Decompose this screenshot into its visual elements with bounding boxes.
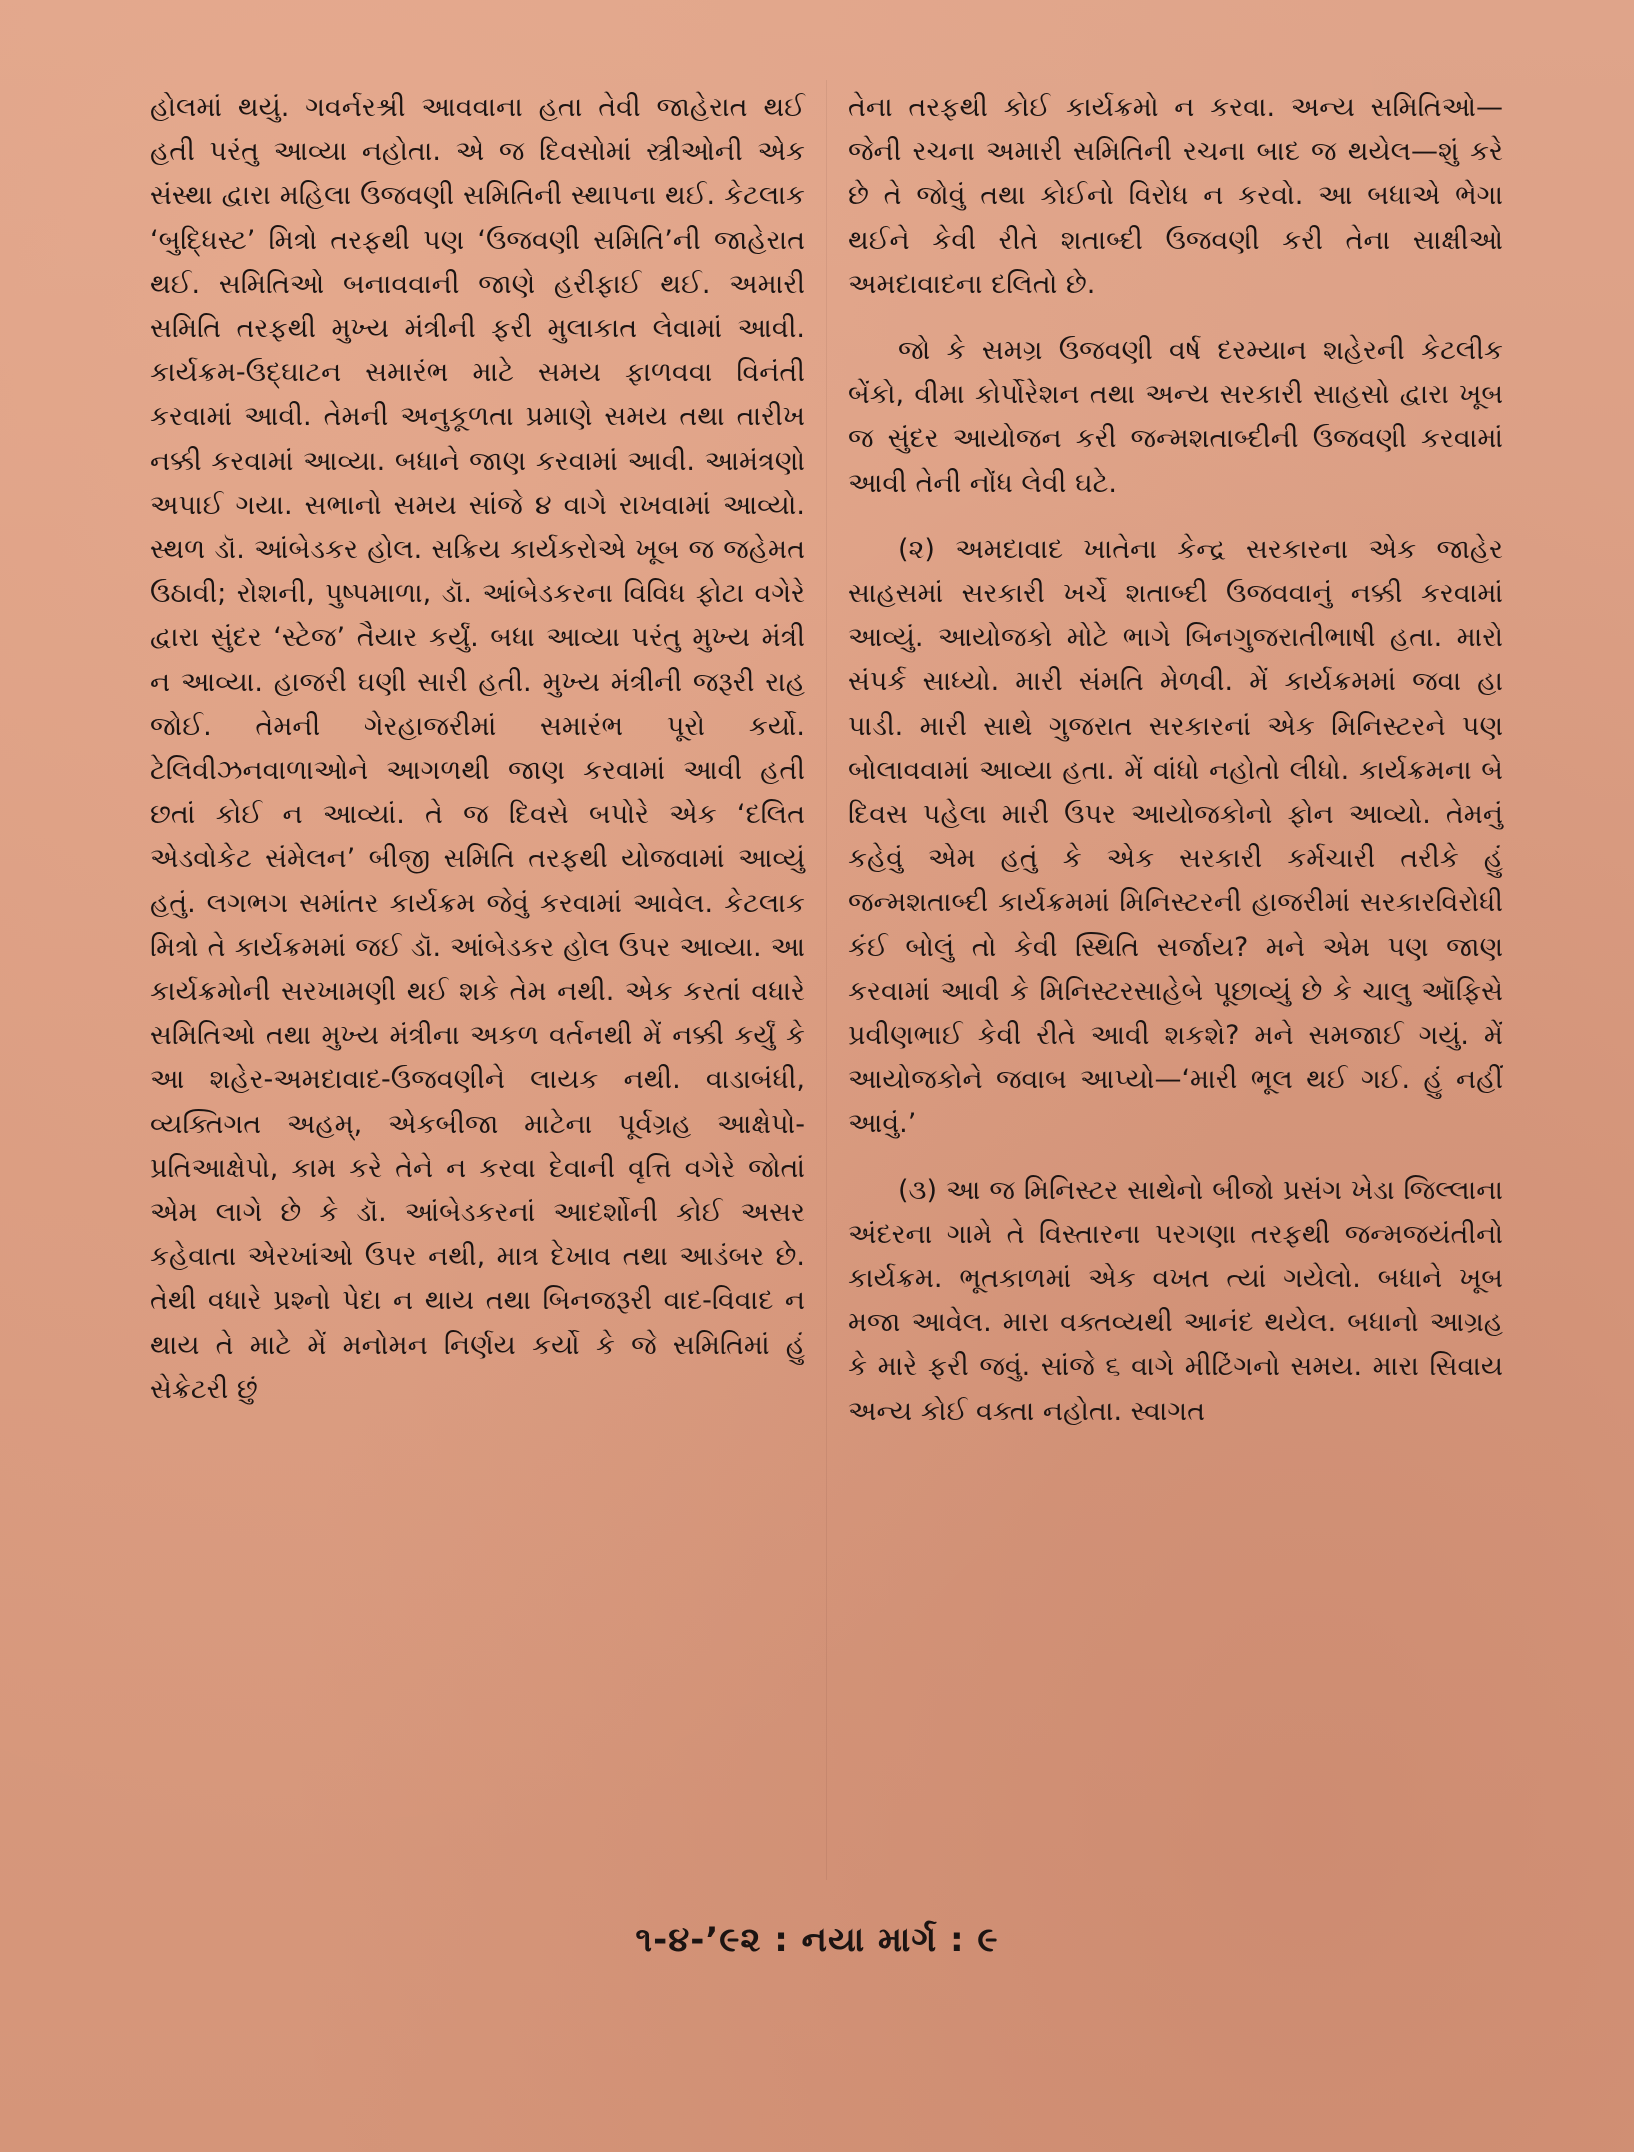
right-paragraph-3: (૨) અમદાવાદ ખાતેના કેન્દ્ર સરકારના એક જાહેર સાહસમાં સરકારી ખર્ચે શતાબ્દી ઉજવવાનું નક્કી કરવામાં આવ્યું. આયોજકો મોટે ભાગે બિનગુજરાતીભાષી હતા. મારો સંપર્ક સાધ્યો. મારી સંમતિ મેળવી. મેં કાર્યક્રમમાં જવા હા પાડી. મારી સાથે ગુજરાત સરકારનાં એક મિનિસ્ટરને પણ બોલાવવામાં આવ્યા હતા. મેં વાંધો નહોતો લીધો. કાર્યક્રમના બે દિવસ પહેલા મારી ઉપર આયોજકોનો ફોન આવ્યો. તેમનું કહેવું એમ હતું કે એક સરકારી કર્મચારી તરીકે હું જન્મશતાબ્દી કાર્યક્રમમાં મિનિસ્ટરની હાજરીમાં સરકારવિરોધી કંઈ બોલું તો કેવી સ્થિતિ સર્જાય? મને એમ પણ જાણ કરવામાં આવી કે મિનિસ્ટરસાહેબે પૂછાવ્યું છે કે ચાલુ ઑફિસે પ્રવીણભાઈ કેવી રીતે આવી શકશે? મને સમજાઈ ગયું. મેં આયોજકોને જવાબ આપ્યો—‘મારી ભૂલ થઈ ગઈ. હું નહીં આવું.’ bbox=[848, 533, 1503, 1140]
right-paragraph-1: તેના તરફથી કોઈ કાર્યક્રમો ન કરવા. અન્ય સમિતિઓ—જેની રચના અમારી સમિતિની રચના બાદ જ થયેલ—શું કરે છે તે જોવું તથા કોઈનો વિરોધ ન કરવો. આ બધાએ ભેગા થઈને કેવી રીતે શતાબ્દી ઉજવણી કરી તેના સાક્ષીઓ અમદાવાદના દલિતો છે. bbox=[848, 92, 1503, 300]
right-paragraph-4: (૩) આ જ મિનિસ્ટર સાથેનો બીજો પ્રસંગ ખેડા જિલ્લાના અંદરના ગામે તે વિસ્તારના પરગણા તરફથી જન્મજયંતીનો કાર્યક્રમ. ભૂતકાળમાં એક વખત ત્યાં ગયેલો. બધાને ખૂબ મજા આવેલ. મારા વક્તવ્યથી આનંદ થયેલ. બધાનો આગ્રહ કે મારે ફરી જવું. સાંજે ૬ વાગે મીટિંગનો સમય. મારા સિવાય અન્ય કોઈ વક્તા નહોતા. સ્વાગત bbox=[848, 1174, 1503, 1427]
right-column bbox=[848, 86, 1503, 1434]
column-gutter bbox=[826, 80, 827, 1880]
page-footer: ૧-૪-’૯૨ : નયા માર્ગ : ૯ bbox=[635, 1920, 999, 1960]
left-column bbox=[150, 86, 805, 1412]
right-paragraph-2: જો કે સમગ્ર ઉજવણી વર્ષ દરમ્યાન શહેરની કેટલીક બેંકો, વીમા કોર્પોરેશન તથા અન્ય સરકારી સાહસો દ્વારા ખૂબ જ સુંદર આયોજન કરી જન્મશતાબ્દીની ઉજવણી કરવામાં આવી તેની નોંધ લેવી ઘટે. bbox=[848, 335, 1503, 499]
left-paragraph-1: હોલમાં થયું. ગવર્નરશ્રી આવવાના હતા તેવી જાહેરાત થઈ હતી પરંતુ આવ્યા નહોતા. એ જ દિવસોમાં સ્ત્રીઓની એક સંસ્થા દ્વારા મહિલા ઉજવણી સમિતિની સ્થાપના થઈ. કેટલાક ‘બુદ્ધિસ્ટ’ મિત્રો તરફથી પણ ‘ઉજવણી સમિતિ’ની જાહેરાત થઈ. સમિતિઓ બનાવવાની જાણે હરીફાઈ થઈ. અમારી સમિતિ તરફથી મુખ્ય મંત્રીની ફરી મુલાકાત લેવામાં આવી. કાર્યક્રમ-ઉદ્ઘાટન સમારંભ માટે સમય ફાળવવા વિનંતી કરવામાં આવી. તેમની અનુકૂળતા પ્રમાણે સમય તથા તારીખ નક્કી કરવામાં આવ્યા. બધાને જાણ કરવામાં આવી. આમંત્રણો અપાઈ ગયા. સભાનો સમય સાંજે ૪ વાગે રાખવામાં આવ્યો. સ્થળ ડૉ. આંબેડકર હોલ. સક્રિય કાર્યકરોએ ખૂબ જ જહેમત ઉઠાવી; રોશની, પુષ્પમાળા, ડૉ. આંબેડકરના વિવિધ ફોટા વગેરે દ્વારા સુંદર ‘સ્ટેજ’ તૈયાર કર્યું. બધા આવ્યા પરંતુ મુખ્ય મંત્રી ન આવ્યા. હાજરી ઘણી સારી હતી. મુખ્ય મંત્રીની જરૂરી રાહ જોઈ. તેમની ગેરહાજરીમાં સમારંભ પૂરો કર્યો. ટેલિવીઝનવાળાઓને આગળથી જાણ કરવામાં આવી હતી છતાં કોઈ ન આવ્યાં. તે જ દિવસે બપોરે એક ‘દલિત એડવોકેટ સંમેલન’ બીજી સમિતિ તરફથી યોજવામાં આવ્યું હતું. લગભગ સમાંતર કાર્યક્રમ જેવું કરવામાં આવેલ. કેટલાક મિત્રો તે કાર્યક્રમમાં જઈ ડૉ. આંબેડકર હોલ ઉપર આવ્યા. આ કાર્યક્રમોની સરખામણી થઈ શકે તેમ નથી. એક કરતાં વધારે સમિતિઓ તથા મુખ્ય મંત્રીના અકળ વર્તનથી મેં નક્કી કર્યું કે આ શહેર-અમદાવાદ-ઉજવણીને લાયક નથી. વાડાબંધી, વ્યક્તિગત અહમ્, એકબીજા માટેના પૂર્વગ્રહ આક્ષેપો-પ્રતિઆક્ષેપો, કામ કરે તેને ન કરવા દેવાની વૃત્તિ વગેરે જોતાં એમ લાગે છે કે ડૉ. આંબેડકરનાં આદર્શોની કોઈ અસર કહેવાતા એરખાંઓ ઉપર નથી, માત્ર દેખાવ તથા આડંબર છે. તેથી વધારે પ્રશ્નો પેદા ન થાય તથા બિનજરૂરી વાદ-વિવાદ ન થાય તે માટે મેં મનોમન નિર્ણય કર્યો કે જે સમિતિમાં હું સેક્રેટરી છું bbox=[150, 92, 805, 1405]
